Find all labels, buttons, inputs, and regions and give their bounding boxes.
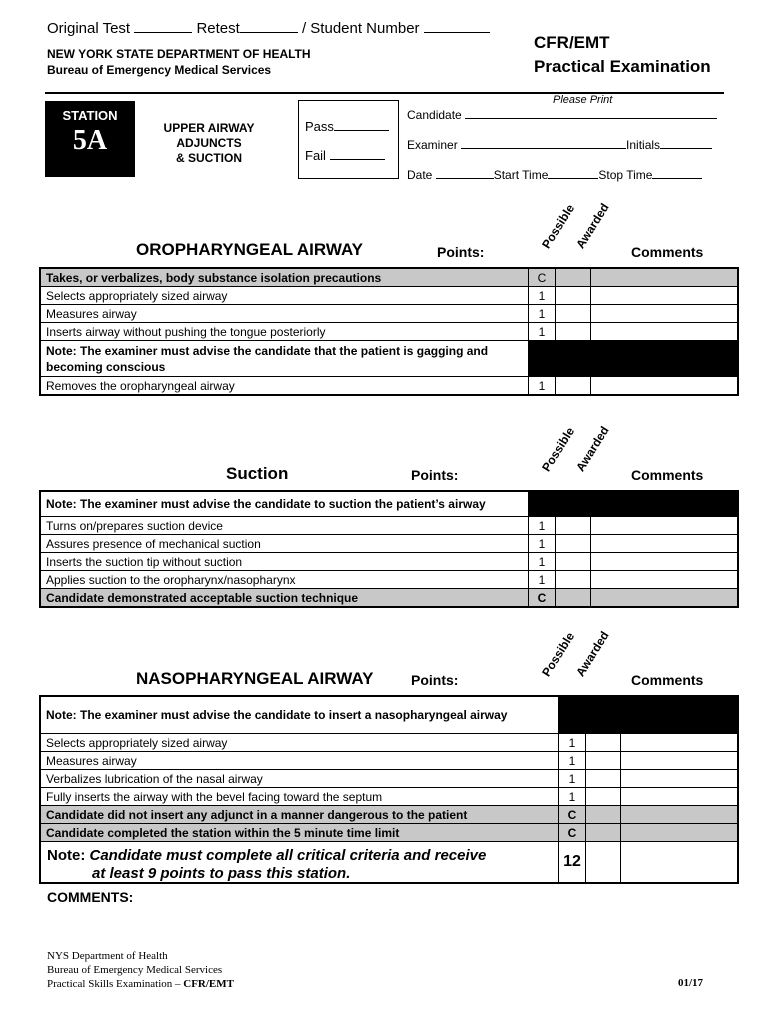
please-print-note: Please Print xyxy=(553,94,613,106)
table-row xyxy=(40,752,738,770)
table-row xyxy=(40,268,738,287)
candidate-blank[interactable] xyxy=(465,107,717,119)
blacked-out-cell xyxy=(621,696,739,734)
table-row xyxy=(40,517,738,535)
revision-date: 01/17 xyxy=(678,977,704,989)
date-row xyxy=(407,167,702,182)
possible-points: C xyxy=(559,806,586,824)
candidate-row xyxy=(407,107,717,122)
comments-label: COMMENTS: xyxy=(47,889,134,905)
date-label: Date xyxy=(407,168,433,182)
comments-cell[interactable] xyxy=(621,752,739,770)
table-row xyxy=(40,788,738,806)
comments-cell[interactable] xyxy=(591,535,739,553)
blacked-out-cell xyxy=(529,341,556,377)
examiner-blank[interactable] xyxy=(461,137,626,149)
criterion-text: Measures airway xyxy=(40,752,559,770)
date-blank[interactable] xyxy=(436,167,494,179)
skill-line-1: UPPER AIRWAY xyxy=(163,121,255,135)
possible-points: 1 xyxy=(529,535,556,553)
comments-cell[interactable] xyxy=(591,589,739,608)
footer-exam-name: Practical Skills Examination – xyxy=(47,978,181,990)
table-row xyxy=(40,323,738,341)
comments-column-header: Comments xyxy=(631,467,704,483)
comments-cell[interactable] xyxy=(621,806,739,824)
possible-points: 1 xyxy=(529,553,556,571)
total-possible-points: 12 xyxy=(559,842,586,884)
table-row xyxy=(40,571,738,589)
comments-cell[interactable] xyxy=(591,323,739,341)
comments-column-header: Comments xyxy=(631,672,704,688)
station-badge xyxy=(45,101,135,177)
blacked-out-cell xyxy=(529,491,556,517)
candidate-label: Candidate xyxy=(407,108,462,122)
possible-points: 1 xyxy=(529,287,556,305)
blacked-out-cell xyxy=(586,696,621,734)
initials-label: Initials xyxy=(626,138,661,152)
blacked-out-cell xyxy=(591,341,739,377)
retest-blank[interactable] xyxy=(240,20,298,33)
fail-label: Fail xyxy=(305,148,326,163)
suction-table xyxy=(39,490,739,608)
criterion-text: Fully inserts the airway with the bevel facing toward the septum xyxy=(40,788,559,806)
original-test-label: Original Test xyxy=(47,20,131,37)
comments-cell[interactable] xyxy=(591,377,739,396)
practical-exam-label: Practical Examination xyxy=(534,57,711,76)
examiner-row xyxy=(407,137,712,152)
critical-row xyxy=(40,824,738,842)
awarded-cell[interactable] xyxy=(556,268,591,287)
pass-row xyxy=(305,118,389,134)
points-label: Points: xyxy=(411,672,459,688)
criterion-text: Inserts the suction tip without suction xyxy=(40,553,529,571)
criterion-text: Measures airway xyxy=(40,305,529,323)
awarded-column-header: Awarded xyxy=(573,200,612,251)
comments-cell[interactable] xyxy=(621,770,739,788)
examiner-note: Note: The examiner must advise the candidate that the patient is gagging and becoming conscious xyxy=(40,341,529,377)
awarded-cell[interactable] xyxy=(556,323,591,341)
student-number-label: / Student Number xyxy=(301,20,420,37)
cfr-emt-label: CFR/EMT xyxy=(534,33,610,52)
criterion-text: Assures presence of mechanical suction xyxy=(40,535,529,553)
pass-label: Pass xyxy=(305,119,334,134)
criterion-text: Selects appropriately sized airway xyxy=(40,287,529,305)
awarded-cell[interactable] xyxy=(556,553,591,571)
awarded-column-header: Awarded xyxy=(573,423,612,474)
note-text-2: at least 9 points to pass this station. xyxy=(92,865,351,882)
awarded-cell[interactable] xyxy=(556,517,591,535)
start-time-blank[interactable] xyxy=(548,167,598,179)
bureau-name: Bureau of Emergency Medical Services xyxy=(47,63,272,77)
awarded-cell[interactable] xyxy=(586,788,621,806)
station-number: 5A xyxy=(72,125,108,156)
start-time-label: Start Time xyxy=(493,168,549,182)
awarded-cell[interactable] xyxy=(556,287,591,305)
possible-points: C xyxy=(529,268,556,287)
blacked-out-cell xyxy=(556,341,591,377)
footer-line-2: Bureau of Emergency Medical Services xyxy=(47,964,223,976)
blacked-out-cell xyxy=(559,696,586,734)
initials-blank[interactable] xyxy=(660,137,712,149)
possible-points: 1 xyxy=(529,323,556,341)
table-row xyxy=(40,734,738,752)
awarded-cell[interactable] xyxy=(556,589,591,608)
comments-cell[interactable] xyxy=(591,287,739,305)
comments-cell[interactable] xyxy=(591,517,739,535)
retest-label: Retest xyxy=(196,20,240,37)
awarded-cell[interactable] xyxy=(556,571,591,589)
skill-name xyxy=(150,121,268,166)
awarded-cell[interactable] xyxy=(586,770,621,788)
possible-points: 1 xyxy=(529,571,556,589)
comments-column-header: Comments xyxy=(631,244,704,260)
examiner-label: Examiner xyxy=(407,138,458,152)
comments-cell[interactable] xyxy=(591,553,739,571)
possible-points: 1 xyxy=(529,517,556,535)
exam-title xyxy=(534,31,711,79)
awarded-cell[interactable] xyxy=(556,305,591,323)
pass-criteria-note xyxy=(47,847,486,883)
critical-row xyxy=(40,589,738,608)
comments-cell[interactable] xyxy=(621,734,739,752)
footer xyxy=(47,949,234,991)
awarded-cell[interactable] xyxy=(586,734,621,752)
skill-line-2: ADJUNCTS xyxy=(176,136,242,150)
total-comments-cell[interactable] xyxy=(621,842,739,884)
suction-title: Suction xyxy=(226,464,289,483)
possible-points: C xyxy=(559,824,586,842)
oropharyngeal-table xyxy=(39,267,739,396)
comments-cell[interactable] xyxy=(591,305,739,323)
note-label: Note: xyxy=(47,847,86,864)
student-number-blank[interactable] xyxy=(424,20,490,33)
awarded-cell[interactable] xyxy=(556,377,591,396)
criterion-text: Turns on/prepares suction device xyxy=(40,517,529,535)
note-text-1: Candidate must complete all critical criteria and receive xyxy=(89,847,487,864)
awarded-cell[interactable] xyxy=(586,752,621,770)
test-type-line xyxy=(47,20,490,37)
note-row xyxy=(40,341,738,377)
note-row xyxy=(40,491,738,517)
oropharyngeal-title: OROPHARYNGEAL AIRWAY xyxy=(136,240,364,259)
criterion-text: Selects appropriately sized airway xyxy=(40,734,559,752)
blacked-out-cell xyxy=(556,491,591,517)
possible-points: 1 xyxy=(559,734,586,752)
possible-column-header: Possible xyxy=(539,201,578,251)
possible-points: 1 xyxy=(559,770,586,788)
awarded-cell[interactable] xyxy=(586,806,621,824)
blacked-out-cell xyxy=(591,491,739,517)
table-row xyxy=(40,770,738,788)
criterion-text: Takes, or verbalizes, body substance isolation precautions xyxy=(40,268,529,287)
note-row xyxy=(40,696,738,734)
comments-cell[interactable] xyxy=(621,788,739,806)
table-row xyxy=(40,305,738,323)
possible-points: C xyxy=(529,589,556,608)
critical-row xyxy=(40,806,738,824)
awarded-column-header: Awarded xyxy=(573,628,612,679)
possible-points: 1 xyxy=(559,788,586,806)
pass-criteria-line-1 xyxy=(47,847,486,865)
criterion-text: Removes the oropharyngeal airway xyxy=(40,377,529,396)
pass-criteria-line-2 xyxy=(47,865,486,883)
possible-points: 1 xyxy=(559,752,586,770)
possible-column-header: Possible xyxy=(539,629,578,679)
table-row xyxy=(40,377,738,396)
examiner-note: Note: The examiner must advise the candidate to insert a nasopharyngeal airway xyxy=(40,696,559,734)
footer-line-3 xyxy=(47,977,234,991)
awarded-cell[interactable] xyxy=(556,535,591,553)
comments-cell[interactable] xyxy=(591,268,739,287)
criterion-text: Candidate demonstrated acceptable suction technique xyxy=(40,589,529,608)
department-name: NEW YORK STATE DEPARTMENT OF HEALTH xyxy=(47,47,311,61)
comments-cell[interactable] xyxy=(621,824,739,842)
points-label: Points: xyxy=(411,467,459,483)
stop-time-blank[interactable] xyxy=(652,167,702,179)
nasopharyngeal-title: NASOPHARYNGEAL AIRWAY xyxy=(136,669,374,688)
table-row xyxy=(40,287,738,305)
total-awarded-cell[interactable] xyxy=(586,842,621,884)
table-row xyxy=(40,553,738,571)
criterion-text: Verbalizes lubrication of the nasal airway xyxy=(40,770,559,788)
fail-row xyxy=(305,147,385,163)
pass-blank[interactable] xyxy=(334,118,389,131)
possible-column-header: Possible xyxy=(539,424,578,474)
stop-time-label: Stop Time xyxy=(598,168,653,182)
points-label: Points: xyxy=(437,244,485,260)
footer-exam-level: CFR/EMT xyxy=(183,978,234,990)
criterion-text: Candidate completed the station within the 5 minute time limit xyxy=(40,824,559,842)
criterion-text: Applies suction to the oropharynx/nasopharynx xyxy=(40,571,529,589)
examiner-note: Note: The examiner must advise the candidate to suction the patient’s airway xyxy=(40,491,529,517)
possible-points: 1 xyxy=(529,377,556,396)
fail-blank[interactable] xyxy=(330,147,385,160)
skill-line-3: & SUCTION xyxy=(176,151,242,165)
table-row xyxy=(40,535,738,553)
comments-cell[interactable] xyxy=(591,571,739,589)
awarded-cell[interactable] xyxy=(586,824,621,842)
header-divider xyxy=(45,92,724,94)
pass-fail-box xyxy=(298,100,399,179)
station-label: STATION xyxy=(62,108,118,123)
agency-block xyxy=(47,46,311,78)
criterion-text: Candidate did not insert any adjunct in a manner dangerous to the patient xyxy=(40,806,559,824)
possible-points: 1 xyxy=(529,305,556,323)
footer-line-1: NYS Department of Health xyxy=(47,950,168,962)
criterion-text: Inserts airway without pushing the tongue posteriorly xyxy=(40,323,529,341)
original-test-blank[interactable] xyxy=(134,20,192,33)
